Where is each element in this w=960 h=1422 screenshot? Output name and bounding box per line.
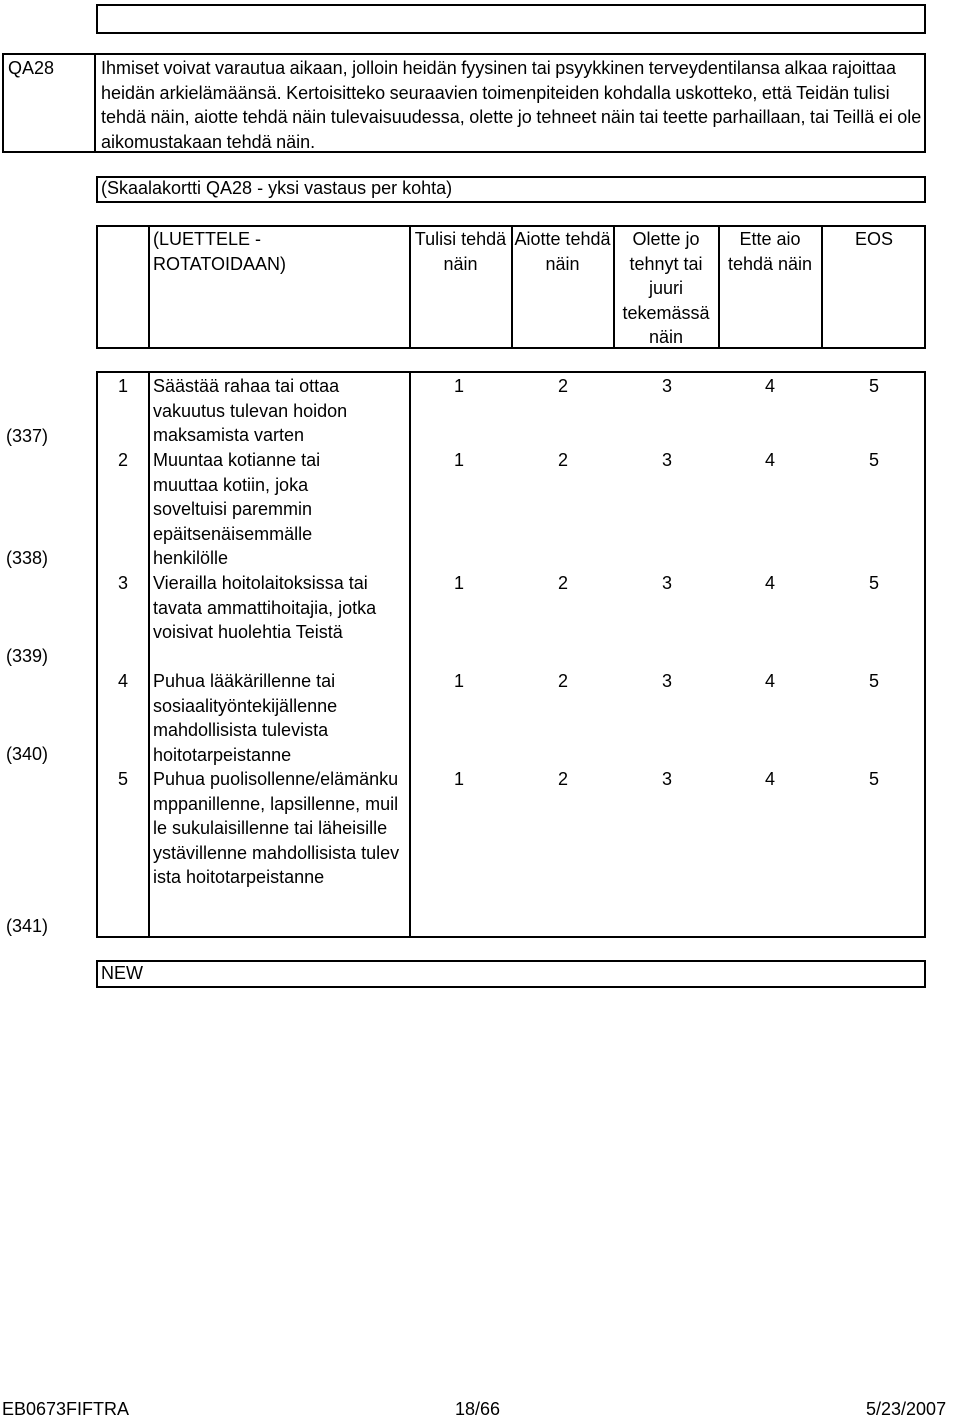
- header-divider: [613, 225, 615, 349]
- answer-code: 2: [557, 671, 568, 691]
- answer-code: 5: [868, 573, 879, 593]
- header-divider: [511, 225, 513, 349]
- items-divider: [148, 371, 150, 938]
- answer-code: 1: [453, 573, 464, 593]
- new-label: NEW: [101, 963, 143, 983]
- answer-code: 2: [557, 573, 568, 593]
- item-text: Säästää rahaa tai ottaa vakuutus tulevan hoidon maksamista varten: [153, 376, 348, 445]
- answer-code: 3: [661, 573, 672, 593]
- item-number: 2: [118, 450, 129, 470]
- var-code: (340): [6, 744, 49, 764]
- header-divider: [409, 225, 411, 349]
- answer-code: 1: [453, 671, 464, 691]
- col-header-tulisi: Tulisi tehdä näin: [414, 229, 507, 274]
- new-box: [96, 960, 926, 988]
- answer-code: 5: [868, 769, 879, 789]
- item-number: 1: [118, 376, 129, 396]
- question-text: Ihmiset voivat varautua aikaan, jolloin heidän fyysinen tai psyykkinen terveydentilansa alkaa rajoittaa heidän arkielämäänsä. Kertoisitteko seuraavien toimenpiteiden kohdalla uskotteko, että Teidän tulisi tehdä näin, aiotte tehdä näin tulevaisuudessa, olette jo tehneet näin tai teette parhaillaan, tai Teillä ei ole aikomustakaan tehdä näin.: [101, 58, 922, 152]
- col-header-eos: EOS: [854, 229, 893, 249]
- var-code: (339): [6, 646, 49, 666]
- col-header-ette: Ette aio tehdä näin: [727, 229, 813, 274]
- answer-code: 1: [453, 769, 464, 789]
- col-header-aiotte: Aiotte tehdä näin: [514, 229, 611, 274]
- answer-code: 1: [453, 450, 464, 470]
- footer-date: 5/23/2007: [866, 1399, 947, 1419]
- item-number: 4: [118, 671, 129, 691]
- answer-code: 4: [764, 671, 775, 691]
- item-number: 5: [118, 769, 129, 789]
- question-divider: [94, 53, 96, 153]
- answer-code: 5: [868, 450, 879, 470]
- footer-doc-id: EB0673FIFTRA: [2, 1399, 130, 1419]
- answer-code: 4: [764, 769, 775, 789]
- footer-page: 18/66: [455, 1399, 501, 1419]
- answer-code: 2: [557, 450, 568, 470]
- item-text: Puhua lääkärillenne tai sosiaalityöntekijällenne mahdollisista tulevista hoitotarpeistanne: [153, 671, 338, 765]
- var-code: (341): [6, 916, 49, 936]
- list-label: (LUETTELE - ROTATOIDAAN): [153, 229, 287, 274]
- answer-code: 3: [661, 671, 672, 691]
- answer-code: 3: [661, 769, 672, 789]
- item-text: Muuntaa kotianne tai muuttaa kotiin, joka soveltuisi paremmin epäitsenäisemmälle henkilölle: [153, 450, 321, 568]
- answer-code: 4: [764, 450, 775, 470]
- instruction-text: (Skaalakortti QA28 - yksi vastaus per kohta): [101, 178, 453, 198]
- answer-code: 2: [557, 376, 568, 396]
- header-divider: [821, 225, 823, 349]
- item-text: Vierailla hoitolaitoksissa tai tavata ammattihoitajia, jotka voisivat huolehtia Teistä: [153, 573, 377, 642]
- item-number: 3: [118, 573, 129, 593]
- top-empty-box: [96, 4, 926, 34]
- answer-code: 1: [453, 376, 464, 396]
- answer-code: 3: [661, 450, 672, 470]
- answer-code: 4: [764, 573, 775, 593]
- var-code: (337): [6, 426, 49, 446]
- var-code: (338): [6, 548, 49, 568]
- answer-code: 4: [764, 376, 775, 396]
- col-header-olette: Olette jo tehnyt tai juuri tekemässä näin: [622, 229, 710, 347]
- question-code: QA28: [8, 58, 55, 78]
- header-divider: [718, 225, 720, 349]
- item-text: Puhua puolisollenne/elämänkumppanillenne, lapsillenne, muille sukulaisillenne tai läheisille ystävillenne mahdollisista tulevista hoitotarpeistanne: [153, 769, 400, 887]
- header-divider: [148, 225, 150, 349]
- answer-code: 3: [661, 376, 672, 396]
- answer-code: 2: [557, 769, 568, 789]
- answer-code: 5: [868, 671, 879, 691]
- items-divider: [409, 371, 411, 938]
- answer-code: 5: [868, 376, 879, 396]
